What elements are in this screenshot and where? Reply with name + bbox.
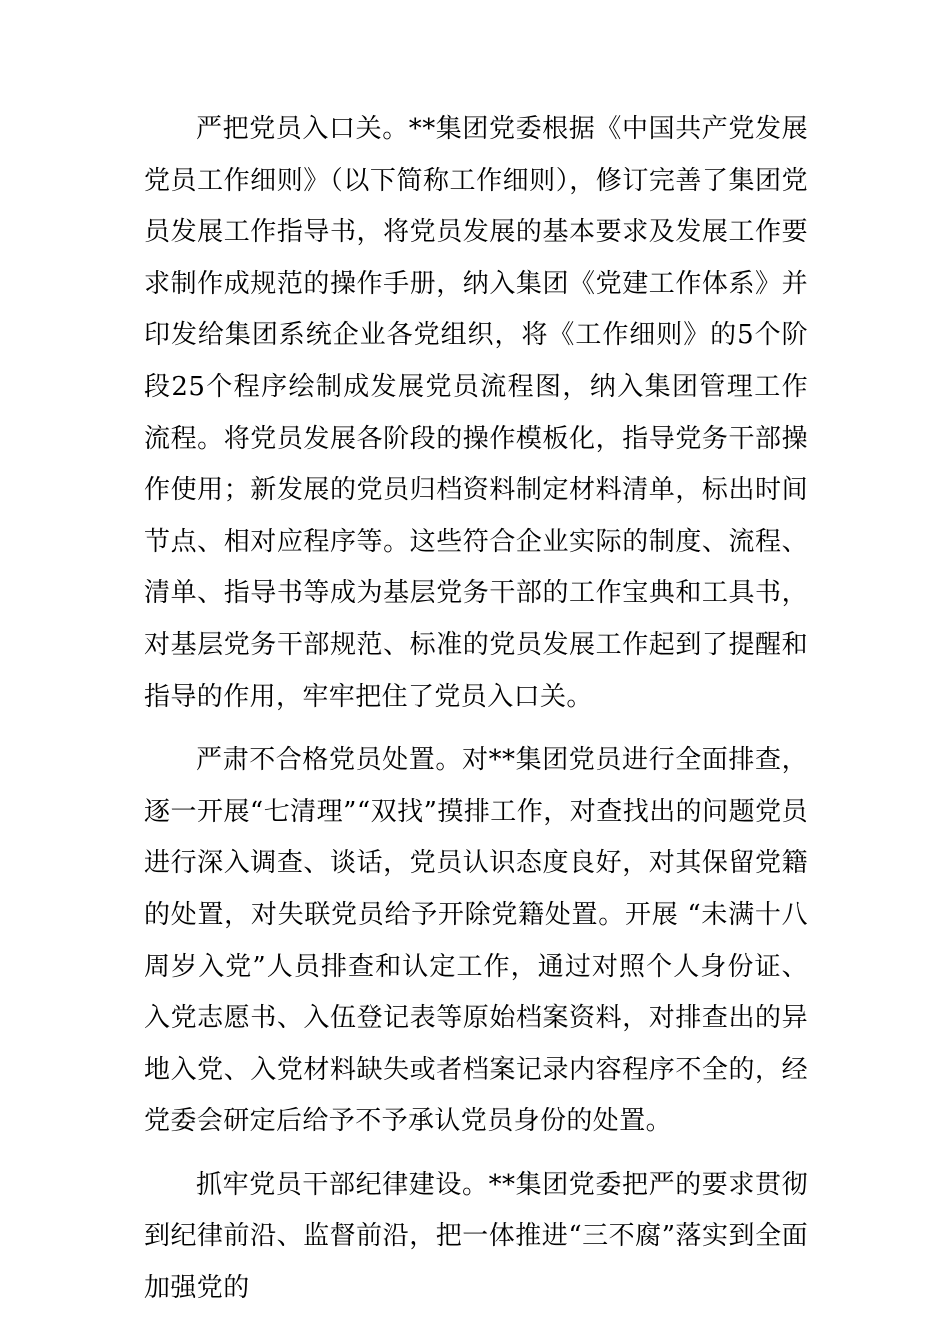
document-body (144, 104, 808, 1327)
paragraph-party-member-entry: 严把党员入口关。**集团党委根据《中国共产党发展党员工作细则》（以下简称工作细则），修订完善了集团党员发展工作指导书，将党员发展的基本要求及发展工作要求制作成规范的操作手册，纳入集团《党建工作体系》并印发给集团系统企业各党组织，将《工作细则》的5个阶段25个程序绘制成发展党员流程图，纳入集团管理工作流程。将党员发展各阶段的操作模板化，指导党务干部操作使用；新发展的党员归档资料制定材料清单，标出时间节点、相对应程序等。这些符合企业实际的制度、流程、清单、指导书等成为基层党务干部的工作宝典和工具书，对基层党务干部规范、标准的党员发展工作起到了提醒和指导的作用，牢牢把住了党员入口关。 (144, 114, 808, 712)
paragraph-discipline-building: 抓牢党员干部纪律建设。**集团党委把严的要求贯彻到纪律前沿、监督前沿，把一体推进“三不腐”落实到全面加强党的 (144, 1169, 808, 1304)
paragraph-unqualified-member-handling: 严肃不合格党员处置。对**集团党员进行全面排查，逐一开展“七清理”“双找”摸排工作，对查找出的问题党员进行深入调查、谈话，党员认识态度良好，对其保留党籍的处置，对失联党员给予开除党籍处置。开展 “未满十八周岁入党”人员排查和认定工作，通过对照个人身份证、入党志愿书、入伍登记表等原始档案资料，对排查出的异地入党、入党材料缺失或者档案记录内容程序不全的，经党委会研定后给予不予承认党员身份的处置。 (144, 745, 808, 1137)
